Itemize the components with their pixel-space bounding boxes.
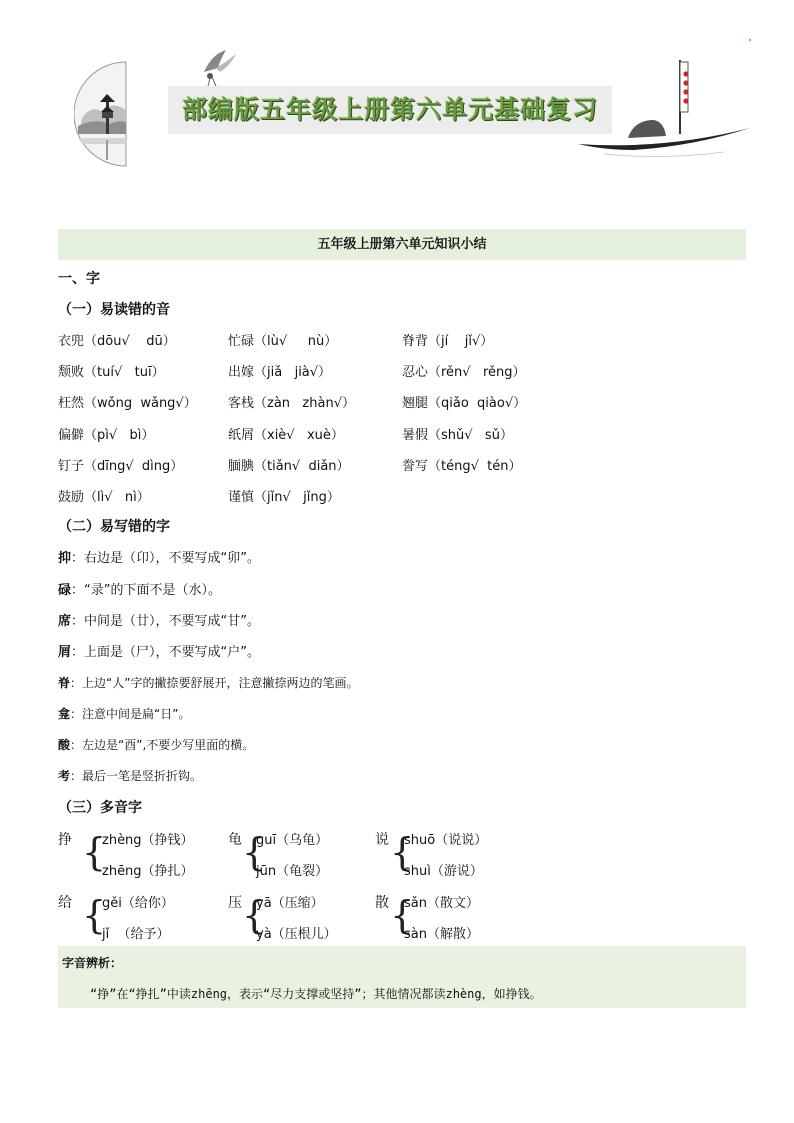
wrong-char-line <box>58 610 260 629</box>
wrong-char-note: ：中间是（廿），不要写成“甘”。 <box>71 614 260 629</box>
wrong-char-line <box>58 674 358 691</box>
brace-icon: { <box>82 830 107 874</box>
subsection-heading: （二）易写错的字 <box>58 519 170 535</box>
polyphone-char: 龟 <box>228 832 242 848</box>
polyphone-reading: sàn（解散） <box>404 927 479 942</box>
pinyin-item: 纸屑（xiè√ xuè） <box>228 428 344 443</box>
pinyin-item: 暑假（shǔ√ sǔ） <box>402 428 513 443</box>
pinyin-item: 誊写（téng√ tén） <box>402 459 522 474</box>
polyphone-reading: jūn（龟裂） <box>256 864 329 879</box>
wrong-char-line <box>58 705 190 722</box>
note-body: “挣”在“挣扎”中读zhēng，表示“尽力支撑或坚持”；其他情况都读zhèng，如挣钱。 <box>90 987 542 1001</box>
polyphone-reading: shuì（游说） <box>404 864 483 879</box>
wrong-char-note: ：最后一笔是竖折折钩。 <box>70 769 203 783</box>
wrong-char-note: ：“录”的下面不是（水）。 <box>71 583 221 598</box>
brace-icon: { <box>242 830 267 874</box>
boat-illustration <box>574 28 754 168</box>
wrong-char: 酸 <box>58 738 71 752</box>
wrong-char-line <box>58 767 202 784</box>
wrong-char-note: ：上面是（尸），不要写成“户”。 <box>71 645 260 660</box>
wrong-char: 考 <box>58 769 71 783</box>
wrong-char-note: ：右边是（卬），不要写成“卯”。 <box>71 551 260 566</box>
polyphone-char: 散 <box>375 895 389 911</box>
wrong-char-note: ：注意中间是扁“日”。 <box>70 707 191 721</box>
pinyin-item: 翘腿（qiǎo qiào√） <box>402 396 527 411</box>
pinyin-item: 出嫁（jiǎ jià√） <box>228 365 332 380</box>
polyphone-char: 说 <box>375 832 389 848</box>
polyphone-char: 压 <box>228 895 242 911</box>
brace-icon: { <box>390 830 415 874</box>
wrong-char-note: ：上边“人”字的撇捺要舒展开，注意撇捺两边的笔画。 <box>70 676 359 690</box>
polyphone-char: 挣 <box>58 832 72 848</box>
polyphone-reading: gěi（给你） <box>102 896 174 911</box>
polyphone-reading: yā（压缩） <box>256 896 324 911</box>
wrong-char: 屑 <box>58 645 72 660</box>
polyphone-reading: shuō（说说） <box>404 833 488 848</box>
summary-title: 五年级上册第六单元知识小结 <box>58 229 746 260</box>
pinyin-item: 衣兜（dōu√ dū） <box>58 334 176 349</box>
pinyin-item: 偏僻（pì√ bì） <box>58 428 155 443</box>
pinyin-item: 忍心（rěn√ rěng） <box>402 365 526 380</box>
landscape-moon-illustration <box>74 60 130 168</box>
pinyin-item: 谨慎（jǐn√ jǐng） <box>228 490 340 505</box>
pinyin-item: 客栈（zàn zhàn√） <box>228 396 355 411</box>
pinyin-item: 忙碌（lù√ nù） <box>228 334 338 349</box>
pinyin-item: 枉然（wǒng wǎng√） <box>58 396 197 411</box>
wrong-char-line <box>58 641 260 660</box>
wrong-char-line <box>58 547 260 566</box>
wrong-char: 龛 <box>58 707 71 721</box>
section-heading: 一、字 <box>58 271 100 287</box>
wrong-char: 抑 <box>58 551 72 566</box>
pinyin-item: 钉子（dīng√ dìng） <box>58 459 184 474</box>
note-title: 字音辨析： <box>62 956 123 970</box>
polyphone-reading: jǐ （给予） <box>102 927 170 942</box>
polyphone-reading: sǎn（散文） <box>404 896 479 911</box>
pinyin-item: 颓败（tuí√ tuī） <box>58 365 165 380</box>
pinyin-item: 脊背（jí jǐ√） <box>402 334 494 349</box>
brace-icon: { <box>82 893 107 937</box>
wrong-char-note: ：左边是“酉”,不要少写里面的横。 <box>70 738 255 752</box>
pinyin-item: 鼓励（lì√ nì） <box>58 490 150 505</box>
polyphone-reading: guī（乌龟） <box>256 833 329 848</box>
brace-icon: { <box>242 893 267 937</box>
wrong-char: 碌 <box>58 583 72 598</box>
page-title: 部编版五年级上册第六单元基础复习 <box>181 95 598 124</box>
brace-icon: { <box>390 893 415 937</box>
crane-icon <box>196 44 240 88</box>
subsection-heading: （一）易读错的音 <box>58 302 170 318</box>
polyphone-reading: zhēng（挣扎） <box>102 864 194 879</box>
polyphone-reading: yà（压根儿） <box>256 927 337 942</box>
wrong-char: 脊 <box>58 676 71 690</box>
polyphone-reading: zhèng（挣钱） <box>102 833 194 848</box>
polyphone-char: 给 <box>58 895 72 911</box>
wrong-char-line <box>58 736 254 753</box>
wrong-char-line <box>58 579 221 598</box>
wrong-char: 席 <box>58 614 72 629</box>
pinyin-item: 腼腆（tiǎn√ diǎn） <box>228 459 350 474</box>
subsection-heading: （三）多音字 <box>58 800 142 816</box>
